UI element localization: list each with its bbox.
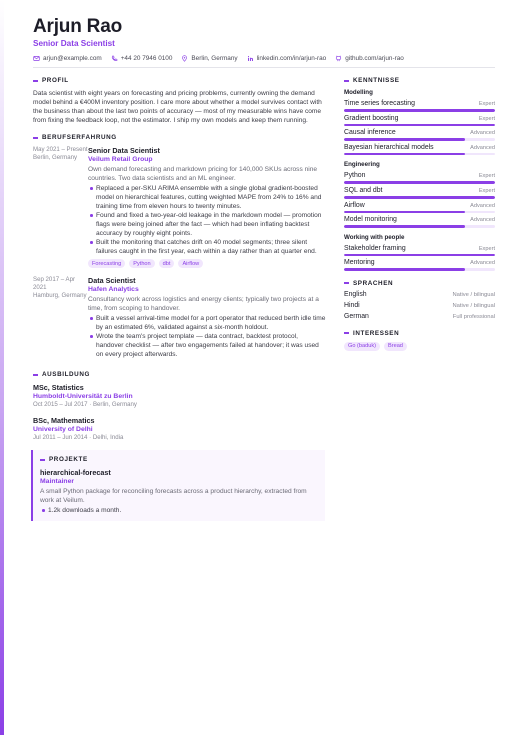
skill-bar-fill — [344, 254, 495, 257]
language-name: Hindi — [344, 301, 360, 309]
skill-name: Airflow — [344, 201, 365, 209]
skill-row — [344, 114, 495, 123]
github-icon — [335, 55, 342, 62]
contact-email-text: arjun@example.com — [43, 55, 102, 62]
experience-location: Berlin, Germany — [33, 154, 78, 161]
skills-list — [344, 89, 495, 271]
skills-heading — [344, 77, 495, 84]
contact-email[interactable] — [33, 55, 102, 62]
skill-tag: Python — [129, 259, 154, 268]
education-heading-text: AUSBILDUNG — [42, 371, 90, 378]
language-level: Native / bilingual — [452, 302, 495, 309]
education-item — [33, 383, 327, 409]
skill-name: Python — [344, 172, 366, 180]
skill-row — [344, 244, 495, 253]
skill-item — [344, 143, 495, 156]
skill-tag: Forecasting — [88, 259, 125, 268]
language-level: Full professional — [452, 313, 495, 320]
experience-bullets — [88, 184, 327, 256]
experience-title: Data Scientist — [88, 276, 136, 285]
project-bullet: 1.2k downloads a month. — [40, 506, 319, 515]
skill-item — [344, 258, 495, 271]
skill-bar-track — [344, 268, 495, 271]
location-icon — [181, 55, 188, 62]
experience-heading — [33, 134, 327, 141]
education-degree: MSc, Statistics — [33, 383, 84, 392]
skill-item — [344, 99, 495, 112]
experience-bullet: Built a vessel arrival-time model for a port operator that reduced berth idle time by an estimated 6%, validated against a six-month holdout. — [88, 314, 327, 332]
language-item — [344, 301, 495, 310]
language-name: German — [344, 312, 369, 320]
experience-body — [88, 276, 327, 359]
skill-bar-track — [344, 109, 495, 112]
experience-meta — [33, 146, 88, 268]
languages-list — [344, 290, 495, 321]
project-item — [40, 468, 319, 515]
section-marker — [33, 374, 38, 376]
project-bullets — [40, 506, 319, 515]
experience-bullet: Built the monitoring that catches drift on 40 model segments; three silent failures caught in the first year, each within a day rather than at quarter end. — [88, 238, 327, 256]
projects-heading-text: PROJEKTE — [49, 456, 88, 463]
contact-location-text: Berlin, Germany — [191, 55, 238, 62]
experience-body — [88, 146, 327, 268]
phone-icon — [111, 55, 118, 62]
section-marker — [40, 459, 45, 461]
interest-tag: Bread — [384, 342, 407, 351]
skill-row — [344, 215, 495, 224]
interests-tags — [344, 342, 495, 351]
skill-level: Expert — [478, 187, 495, 194]
languages-heading — [344, 280, 495, 287]
skill-level: Expert — [478, 245, 495, 252]
skills-section — [344, 77, 495, 271]
skill-row — [344, 171, 495, 180]
profile-summary: Data scientist with eight years on forecasting and pricing problems, currently owning the demand model behind a €400M inventory position. I care more about whether a model survives contact with the business than about the last two points of accuracy — most of my measurable wins have come from fixing the feedback loop, not the estimator. I ship my own models and keep them running. — [33, 90, 322, 124]
mail-icon — [33, 55, 40, 62]
contact-location — [181, 55, 237, 62]
skill-row — [344, 143, 495, 152]
resume-columns — [33, 77, 495, 521]
experience-item — [33, 276, 327, 359]
education-institution: University of Delhi — [33, 426, 93, 433]
skill-bar-fill — [344, 109, 495, 112]
skill-bar-fill — [344, 211, 465, 214]
skill-level: Expert — [478, 101, 495, 107]
skill-item — [344, 215, 495, 228]
contact-github-text: github.com/arjun-rao — [345, 55, 404, 62]
contact-phone-text: +44 20 7946 0100 — [120, 55, 173, 62]
skill-bar-track — [344, 153, 495, 156]
skill-level: Expert — [478, 173, 495, 180]
contact-bar — [33, 55, 495, 62]
language-item — [344, 290, 495, 299]
contact-github[interactable] — [335, 55, 404, 62]
skill-level: Advanced — [470, 217, 495, 224]
experience-section — [33, 134, 327, 359]
education-degree: BSc, Mathematics — [33, 416, 95, 425]
interests-section — [344, 330, 495, 351]
skill-name: Stakeholder framing — [344, 244, 406, 252]
profile-heading-text: PROFIL — [42, 77, 69, 84]
skill-item — [344, 244, 495, 257]
skill-bar-track — [344, 211, 495, 214]
skill-bar-fill — [344, 225, 465, 228]
skill-name: Model monitoring — [344, 216, 397, 224]
experience-company: Veilum Retail Group — [88, 156, 153, 163]
candidate-name: Arjun Rao — [33, 16, 122, 37]
skill-item — [344, 128, 495, 141]
skill-bar-track — [344, 138, 495, 141]
skill-bar-fill — [344, 153, 465, 156]
skill-item — [344, 201, 495, 214]
skill-name: Bayesian hierarchical models — [344, 143, 434, 151]
project-description: A small Python package for reconciling forecasts across a product hierarchy, extracted from work at Veilum. — [40, 488, 307, 504]
skill-level: Advanced — [470, 130, 495, 137]
skill-level: Advanced — [470, 144, 495, 151]
education-item — [33, 416, 327, 442]
skill-row — [344, 128, 495, 137]
skill-bar-fill — [344, 181, 495, 184]
skill-group-heading: Engineering — [344, 161, 380, 169]
skill-name: Time series forecasting — [344, 100, 415, 107]
contact-phone[interactable] — [111, 55, 173, 62]
skill-level: Advanced — [470, 260, 495, 267]
side-column — [344, 77, 495, 521]
section-marker — [33, 137, 38, 139]
education-meta: Oct 2015 – Jul 2017 · Berlin, Germany — [33, 401, 137, 408]
projects-heading — [40, 456, 319, 463]
profile-section — [33, 77, 327, 125]
language-item — [344, 312, 495, 321]
skill-bar-fill — [344, 138, 465, 141]
language-name: English — [344, 290, 367, 298]
section-marker — [344, 80, 349, 82]
skill-bar-fill — [344, 268, 465, 271]
contact-linkedin-text: linkedin.com/in/arjun-rao — [256, 55, 327, 62]
skills-heading-text: KENNTNISSE — [353, 77, 400, 84]
experience-heading-text: BERUFSERFAHRUNG — [42, 134, 117, 141]
candidate-role: Senior Data Scientist — [33, 39, 115, 48]
skill-row — [344, 258, 495, 267]
contact-linkedin[interactable] — [247, 55, 327, 62]
skill-bar-track — [344, 225, 495, 228]
skill-bar-track — [344, 124, 495, 127]
skill-row — [344, 201, 495, 210]
resume-header — [33, 16, 495, 62]
projects-section — [31, 450, 325, 521]
experience-company: Hafen Analytics — [88, 286, 139, 293]
education-institution: Humboldt-Universität zu Berlin — [33, 393, 133, 400]
skill-level: Expert — [478, 115, 495, 122]
experience-item — [33, 146, 327, 268]
experience-tags — [88, 259, 327, 268]
experience-bullets — [88, 314, 327, 359]
skill-bar-fill — [344, 124, 495, 127]
experience-meta — [33, 276, 88, 359]
education-heading — [33, 371, 327, 378]
interest-tag: Go (baduk) — [344, 342, 380, 351]
skill-item — [344, 186, 495, 199]
experience-description: Consultancy work across logistics and energy clients; typically two projects at a time, from scoping to handover. — [88, 296, 319, 312]
skill-item — [344, 171, 495, 184]
skill-bar-fill — [344, 196, 495, 199]
experience-location: Hamburg, Germany — [33, 292, 87, 299]
experience-bullet: Found and fixed a two-year-old leakage in the markdown model — promotion flags were being joined after the fact — which had been inflating backtest accuracy by roughly eight points. — [88, 211, 327, 238]
profile-heading — [33, 77, 327, 84]
skill-group-heading: Modelling — [344, 89, 373, 96]
accent-sidebar-stripe — [0, 0, 4, 735]
experience-dates: May 2021 – Present — [33, 146, 88, 153]
skill-bar-track — [344, 254, 495, 257]
project-role: Maintainer — [40, 478, 74, 485]
skill-name: SQL and dbt — [344, 186, 383, 194]
languages-section — [344, 280, 495, 321]
experience-dates: Sep 2017 – Apr 2021 — [33, 276, 76, 291]
main-column — [33, 77, 327, 521]
experience-description: Own demand forecasting and markdown pricing for 140,000 SKUs across nine countries. Two data scientists and an ML engineer. — [88, 166, 318, 182]
experience-bullet: Wrote the team's project template — data contract, backtest protocol, handover checklist — after two engagements failed at handover; it was used on every project afterwards. — [88, 332, 327, 359]
section-marker — [344, 332, 349, 334]
skill-tag: dbt — [159, 259, 175, 268]
education-section — [33, 371, 327, 442]
experience-title: Senior Data Scientist — [88, 146, 160, 155]
section-marker — [344, 282, 349, 284]
skill-name: Gradient boosting — [344, 114, 399, 122]
header-divider — [33, 67, 495, 68]
linkedin-icon — [247, 55, 254, 62]
section-marker — [33, 80, 38, 82]
language-level: Native / bilingual — [452, 291, 495, 298]
skill-row — [344, 99, 495, 108]
skill-item — [344, 114, 495, 127]
interests-heading — [344, 330, 495, 337]
skill-row — [344, 186, 495, 195]
interests-heading-text: INTERESSEN — [353, 329, 400, 337]
education-meta: Jul 2011 – Jun 2014 · Delhi, India — [33, 434, 124, 441]
skill-bar-track — [344, 181, 495, 184]
skill-name: Causal inference — [344, 129, 396, 137]
project-name: hierarchical-forecast — [40, 468, 111, 477]
experience-bullet: Replaced a per-SKU ARIMA ensemble with a single global gradient-boosted model on hierarchical features, cutting weighted MAPE from 24% to 16% and training time from eleven hours to twenty minutes. — [88, 184, 327, 211]
skill-tag: Airflow — [178, 259, 203, 268]
skill-level: Advanced — [470, 202, 495, 209]
skill-group-heading: Working with people — [344, 233, 405, 241]
languages-heading-text: SPRACHEN — [353, 279, 394, 287]
skill-name: Mentoring — [344, 259, 375, 267]
resume-page — [33, 16, 495, 521]
skill-bar-track — [344, 196, 495, 199]
